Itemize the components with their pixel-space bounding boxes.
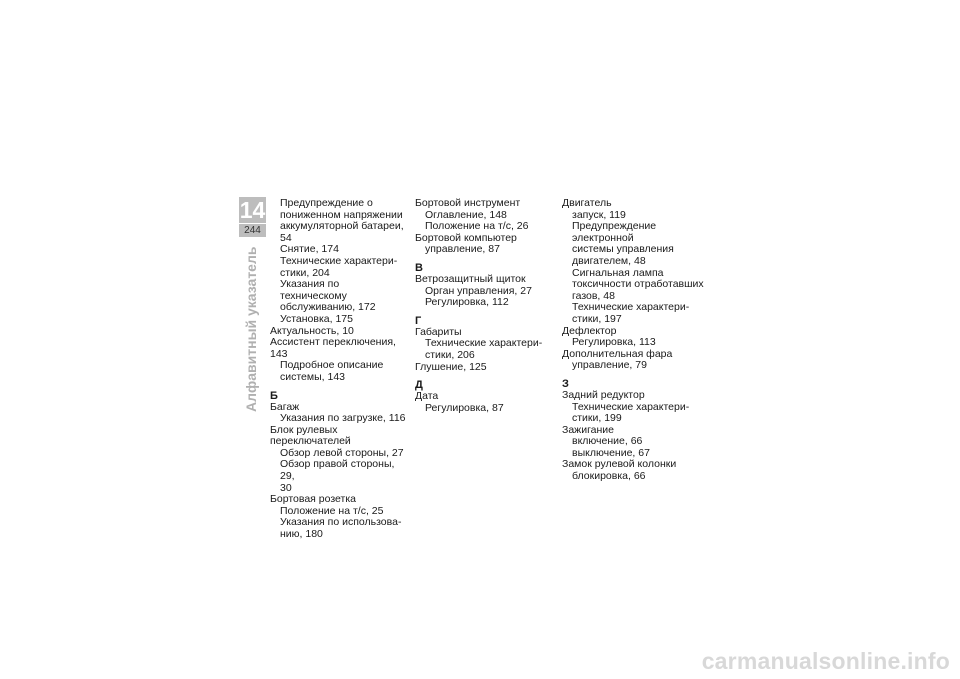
index-entry: 30 <box>280 481 292 494</box>
index-entry: аккумуляторной батареи, 54 <box>280 220 404 244</box>
index-entry: системы управления <box>572 243 674 256</box>
index-entry: Установка, 175 <box>280 312 353 325</box>
index-entry: Технические характери- <box>572 301 690 314</box>
index-entry: Предупреждение о <box>280 197 373 209</box>
index-entry: Указания по использова- <box>280 516 402 529</box>
index-entry: Предупреждение электронной <box>572 220 657 244</box>
index-entry: Обзор левой стороны, 27 <box>280 446 404 459</box>
index-entry: Положение на т/с, 25 <box>280 504 384 517</box>
index-column-2 <box>415 198 555 414</box>
index-entry: Технические характери- <box>425 337 543 350</box>
index-letter-heading: В <box>415 261 423 274</box>
index-entry: Глушение, 125 <box>415 360 487 373</box>
index-entry: стики, 197 <box>572 312 622 325</box>
index-entry: запуск, 119 <box>572 208 626 221</box>
index-entry: стики, 199 <box>572 412 622 425</box>
index-entry: Снятие, 174 <box>280 243 339 256</box>
index-entry: стики, 206 <box>425 348 475 361</box>
index-entry: управление, 87 <box>425 243 500 256</box>
index-entry: Задний редуктор <box>562 388 645 401</box>
index-entry: Дата <box>415 390 439 403</box>
index-entry: Блок рулевых переключателей <box>270 423 351 448</box>
index-entry: Обзор правой стороны, 29, <box>280 458 395 483</box>
index-entry: обслуживанию, 172 <box>280 301 376 314</box>
index-entry: Двигатель <box>562 197 612 209</box>
index-entry: Указания по загрузке, 116 <box>280 412 406 425</box>
index-entry: Замок рулевой колонки <box>562 458 677 471</box>
index-entry: Технические характери- <box>572 400 690 413</box>
index-letter-heading: Г <box>415 314 422 327</box>
index-entry: Бортовой инструмент <box>415 197 521 209</box>
index-entry: системы, 143 <box>280 370 346 383</box>
index-letter-heading: Д <box>415 379 423 392</box>
index-entry: Дополнительная фара <box>562 347 673 360</box>
index-entry: Дефлектор <box>562 324 617 337</box>
index-entry: Регулировка, 113 <box>572 336 656 349</box>
section-title-vertical: Алфавитный указатель <box>243 246 259 412</box>
index-entry: Сигнальная лампа <box>572 266 664 279</box>
index-entry: нию, 180 <box>280 528 323 541</box>
index-entry: Орган управления, 27 <box>425 284 532 297</box>
index-entry: блокировка, 66 <box>572 470 646 483</box>
index-entry: Технические характери- <box>280 254 398 267</box>
index-entry: выключение, 67 <box>572 446 650 459</box>
index-column-1 <box>270 198 406 541</box>
watermark: carmanualsonline.info <box>701 648 950 674</box>
index-entry: пониженном напряжении <box>280 208 403 221</box>
index-letter-heading: З <box>562 377 569 390</box>
chapter-tab <box>239 197 266 237</box>
index-entry: токсичности отработавших <box>572 278 704 291</box>
index-entry: Багаж <box>270 400 300 413</box>
index-entry: Подробное описание <box>280 359 384 372</box>
index-entry: Положение на т/с, 26 <box>425 220 529 233</box>
index-entry: управление, 79 <box>572 359 647 372</box>
index-column-3 <box>562 198 712 483</box>
index-entry: стики, 204 <box>280 266 330 279</box>
index-entry: включение, 66 <box>572 435 643 448</box>
index-entry: газов, 48 <box>572 289 615 302</box>
index-entry: Актуальность, 10 <box>270 324 354 337</box>
page-number: 244 <box>244 225 261 236</box>
index-entry: Ветрозащитный щиток <box>415 272 526 285</box>
index-entry: Бортовой компьютер <box>415 231 517 244</box>
index-entry: Указания по техническому <box>280 278 347 302</box>
index-entry: Регулировка, 87 <box>425 401 504 414</box>
index-entry: Бортовая розетка <box>270 493 356 506</box>
index-entry: Зажигание <box>562 423 615 436</box>
index-entry: Габариты <box>415 325 462 338</box>
index-letter-heading: Б <box>270 389 278 402</box>
index-entry: двигателем, 48 <box>572 254 646 267</box>
index-entry: Ассистент переключения, 143 <box>270 336 396 360</box>
index-entry: Оглавление, 148 <box>425 208 507 221</box>
index-entry: Регулировка, 112 <box>425 296 509 309</box>
chapter-number: 14 <box>239 197 266 223</box>
